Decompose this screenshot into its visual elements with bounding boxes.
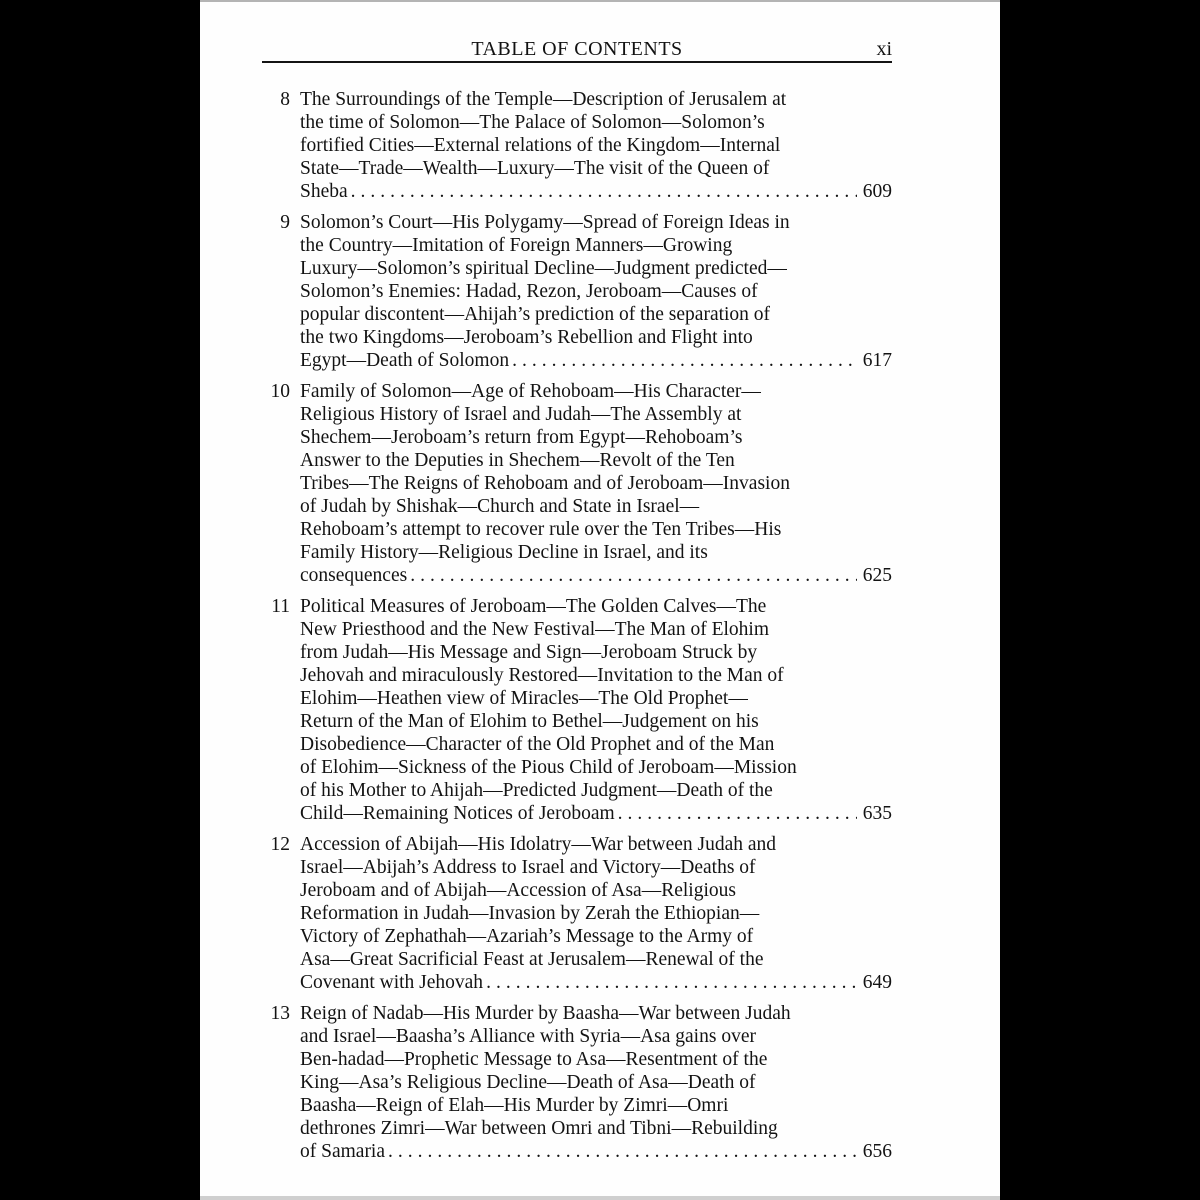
entry-line: Political Measures of Jeroboam—The Golden Calves—The — [300, 596, 767, 617]
entry-line: Solomon’s Court—His Polygamy—Spread of Foreign Ideas in — [300, 212, 790, 233]
entry-line: from Judah—His Message and Sign—Jeroboam Struck by — [300, 642, 758, 663]
entry-line: the two Kingdoms—Jeroboam’s Rebellion and Flight into — [300, 327, 753, 348]
entry-body — [300, 88, 892, 203]
entry-page-number: 649 — [862, 972, 892, 993]
toc-entry — [262, 1002, 892, 1163]
entry-line: New Priesthood and the New Festival—The Man of Elohim — [300, 619, 769, 640]
entry-page-number: 635 — [862, 803, 892, 824]
entry-last-text: Egypt—Death of Solomon — [300, 350, 510, 371]
entry-line: Israel—Abijah’s Address to Israel and Victory—Deaths of — [300, 857, 756, 878]
entry-line: fortified Cities—External relations of the Kingdom—Internal — [300, 135, 781, 156]
entry-line: Family History—Religious Decline in Israel, and its — [300, 542, 708, 563]
entry-line: Luxury—Solomon’s spiritual Decline—Judgment predicted— — [300, 258, 787, 279]
chapter-number: 8 — [280, 89, 290, 110]
entry-last-line — [300, 180, 892, 203]
entry-line: Jeroboam and of Abijah—Accession of Asa—Religious — [300, 880, 736, 901]
entry-page-number: 609 — [862, 181, 892, 202]
toc-entry — [262, 595, 892, 825]
entry-line: Family of Solomon—Age of Rehoboam—His Character— — [300, 381, 761, 402]
dot-leader — [486, 971, 857, 994]
entry-line: King—Asa’s Religious Decline—Death of Asa—Death of — [300, 1072, 756, 1093]
entry-line: Answer to the Deputies in Shechem—Revolt of the Ten — [300, 450, 735, 471]
entry-line: Disobedience—Character of the Old Prophet and of the Man — [300, 734, 775, 755]
toc-entry — [262, 88, 892, 203]
header-rule — [262, 61, 892, 63]
entry-line: of Elohim—Sickness of the Pious Child of Jeroboam—Mission — [300, 757, 797, 778]
entry-line: Solomon’s Enemies: Hadad, Rezon, Jeroboam—Causes of — [300, 281, 758, 302]
entry-line: Religious History of Israel and Judah—The Assembly at — [300, 404, 742, 425]
entry-page-number: 617 — [862, 350, 892, 371]
entry-line: Reign of Nadab—His Murder by Baasha—War between Judah — [300, 1003, 791, 1024]
entry-line: Return of the Man of Elohim to Bethel—Judgement on his — [300, 711, 759, 732]
entry-line: popular discontent—Ahijah’s prediction of the separation of — [300, 304, 771, 325]
entry-page-number: 625 — [862, 565, 892, 586]
entry-line: Rehoboam’s attempt to recover rule over the Ten Tribes—His — [300, 519, 782, 540]
chapter-number: 10 — [270, 381, 290, 402]
entry-line: The Surroundings of the Temple—Description of Jerusalem at — [300, 89, 787, 110]
entry-body — [300, 595, 892, 825]
entry-line: of his Mother to Ahijah—Predicted Judgment—Death of the — [300, 780, 773, 801]
page-title: TABLE OF CONTENTS — [471, 38, 683, 60]
entry-line: the time of Solomon—The Palace of Solomon—Solomon’s — [300, 112, 765, 133]
toc-entries — [262, 88, 892, 1163]
entry-last-line — [300, 349, 892, 372]
entry-body — [300, 211, 892, 372]
dot-leader — [410, 564, 857, 587]
entry-line: dethrones Zimri—War between Omri and Tibni—Rebuilding — [300, 1118, 778, 1139]
entry-body — [300, 833, 892, 994]
entry-line: Reformation in Judah—Invasion by Zerah the Ethiopian— — [300, 903, 760, 924]
toc-entry — [262, 380, 892, 587]
dot-leader — [618, 802, 857, 825]
entry-line: Elohim—Heathen view of Miracles—The Old Prophet— — [300, 688, 748, 709]
entry-line: Ben-hadad—Prophetic Message to Asa—Resentment of the — [300, 1049, 768, 1070]
entry-line: Tribes—The Reigns of Rehoboam and of Jeroboam—Invasion — [300, 473, 790, 494]
entry-last-text: consequences — [300, 565, 408, 586]
entry-line: and Israel—Baasha’s Alliance with Syria—Asa gains over — [300, 1026, 756, 1047]
entry-last-text: Sheba — [300, 181, 348, 202]
entry-line: Asa—Great Sacrificial Feast at Jerusalem—Renewal of the — [300, 949, 764, 970]
entry-line: Shechem—Jeroboam’s return from Egypt—Rehoboam’s — [300, 427, 743, 448]
chapter-number: 11 — [271, 596, 290, 617]
dot-leader — [388, 1140, 857, 1163]
dot-leader — [512, 349, 857, 372]
folio-page-number: xi — [876, 38, 892, 60]
chapter-number: 13 — [270, 1003, 290, 1024]
entry-line: the Country—Imitation of Foreign Manners—Growing — [300, 235, 733, 256]
entry-last-line — [300, 1140, 892, 1163]
dot-leader — [351, 180, 857, 203]
entry-last-text: Child—Remaining Notices of Jeroboam — [300, 803, 615, 824]
entry-last-line — [300, 802, 892, 825]
entry-line: Baasha—Reign of Elah—His Murder by Zimri—Omri — [300, 1095, 729, 1116]
toc-entry — [262, 211, 892, 372]
entry-line: Jehovah and miraculously Restored—Invitation to the Man of — [300, 665, 784, 686]
entry-page-number: 656 — [862, 1141, 892, 1162]
entry-body — [300, 380, 892, 587]
entry-line: State—Trade—Wealth—Luxury—The visit of the Queen of — [300, 158, 770, 179]
entry-line: Victory of Zephathah—Azariah’s Message to the Army of — [300, 926, 754, 947]
book-page — [200, 0, 1000, 1200]
entry-line: Accession of Abijah—His Idolatry—War between Judah and — [300, 834, 777, 855]
entry-last-text: of Samaria — [300, 1141, 386, 1162]
toc-entry — [262, 833, 892, 994]
chapter-number: 12 — [270, 834, 290, 855]
entry-last-line — [300, 971, 892, 994]
entry-line: of Judah by Shishak—Church and State in Israel— — [300, 496, 700, 517]
entry-last-text: Covenant with Jehovah — [300, 972, 484, 993]
chapter-number: 9 — [280, 212, 290, 233]
page-header — [262, 38, 892, 60]
entry-body — [300, 1002, 892, 1163]
entry-last-line — [300, 564, 892, 587]
